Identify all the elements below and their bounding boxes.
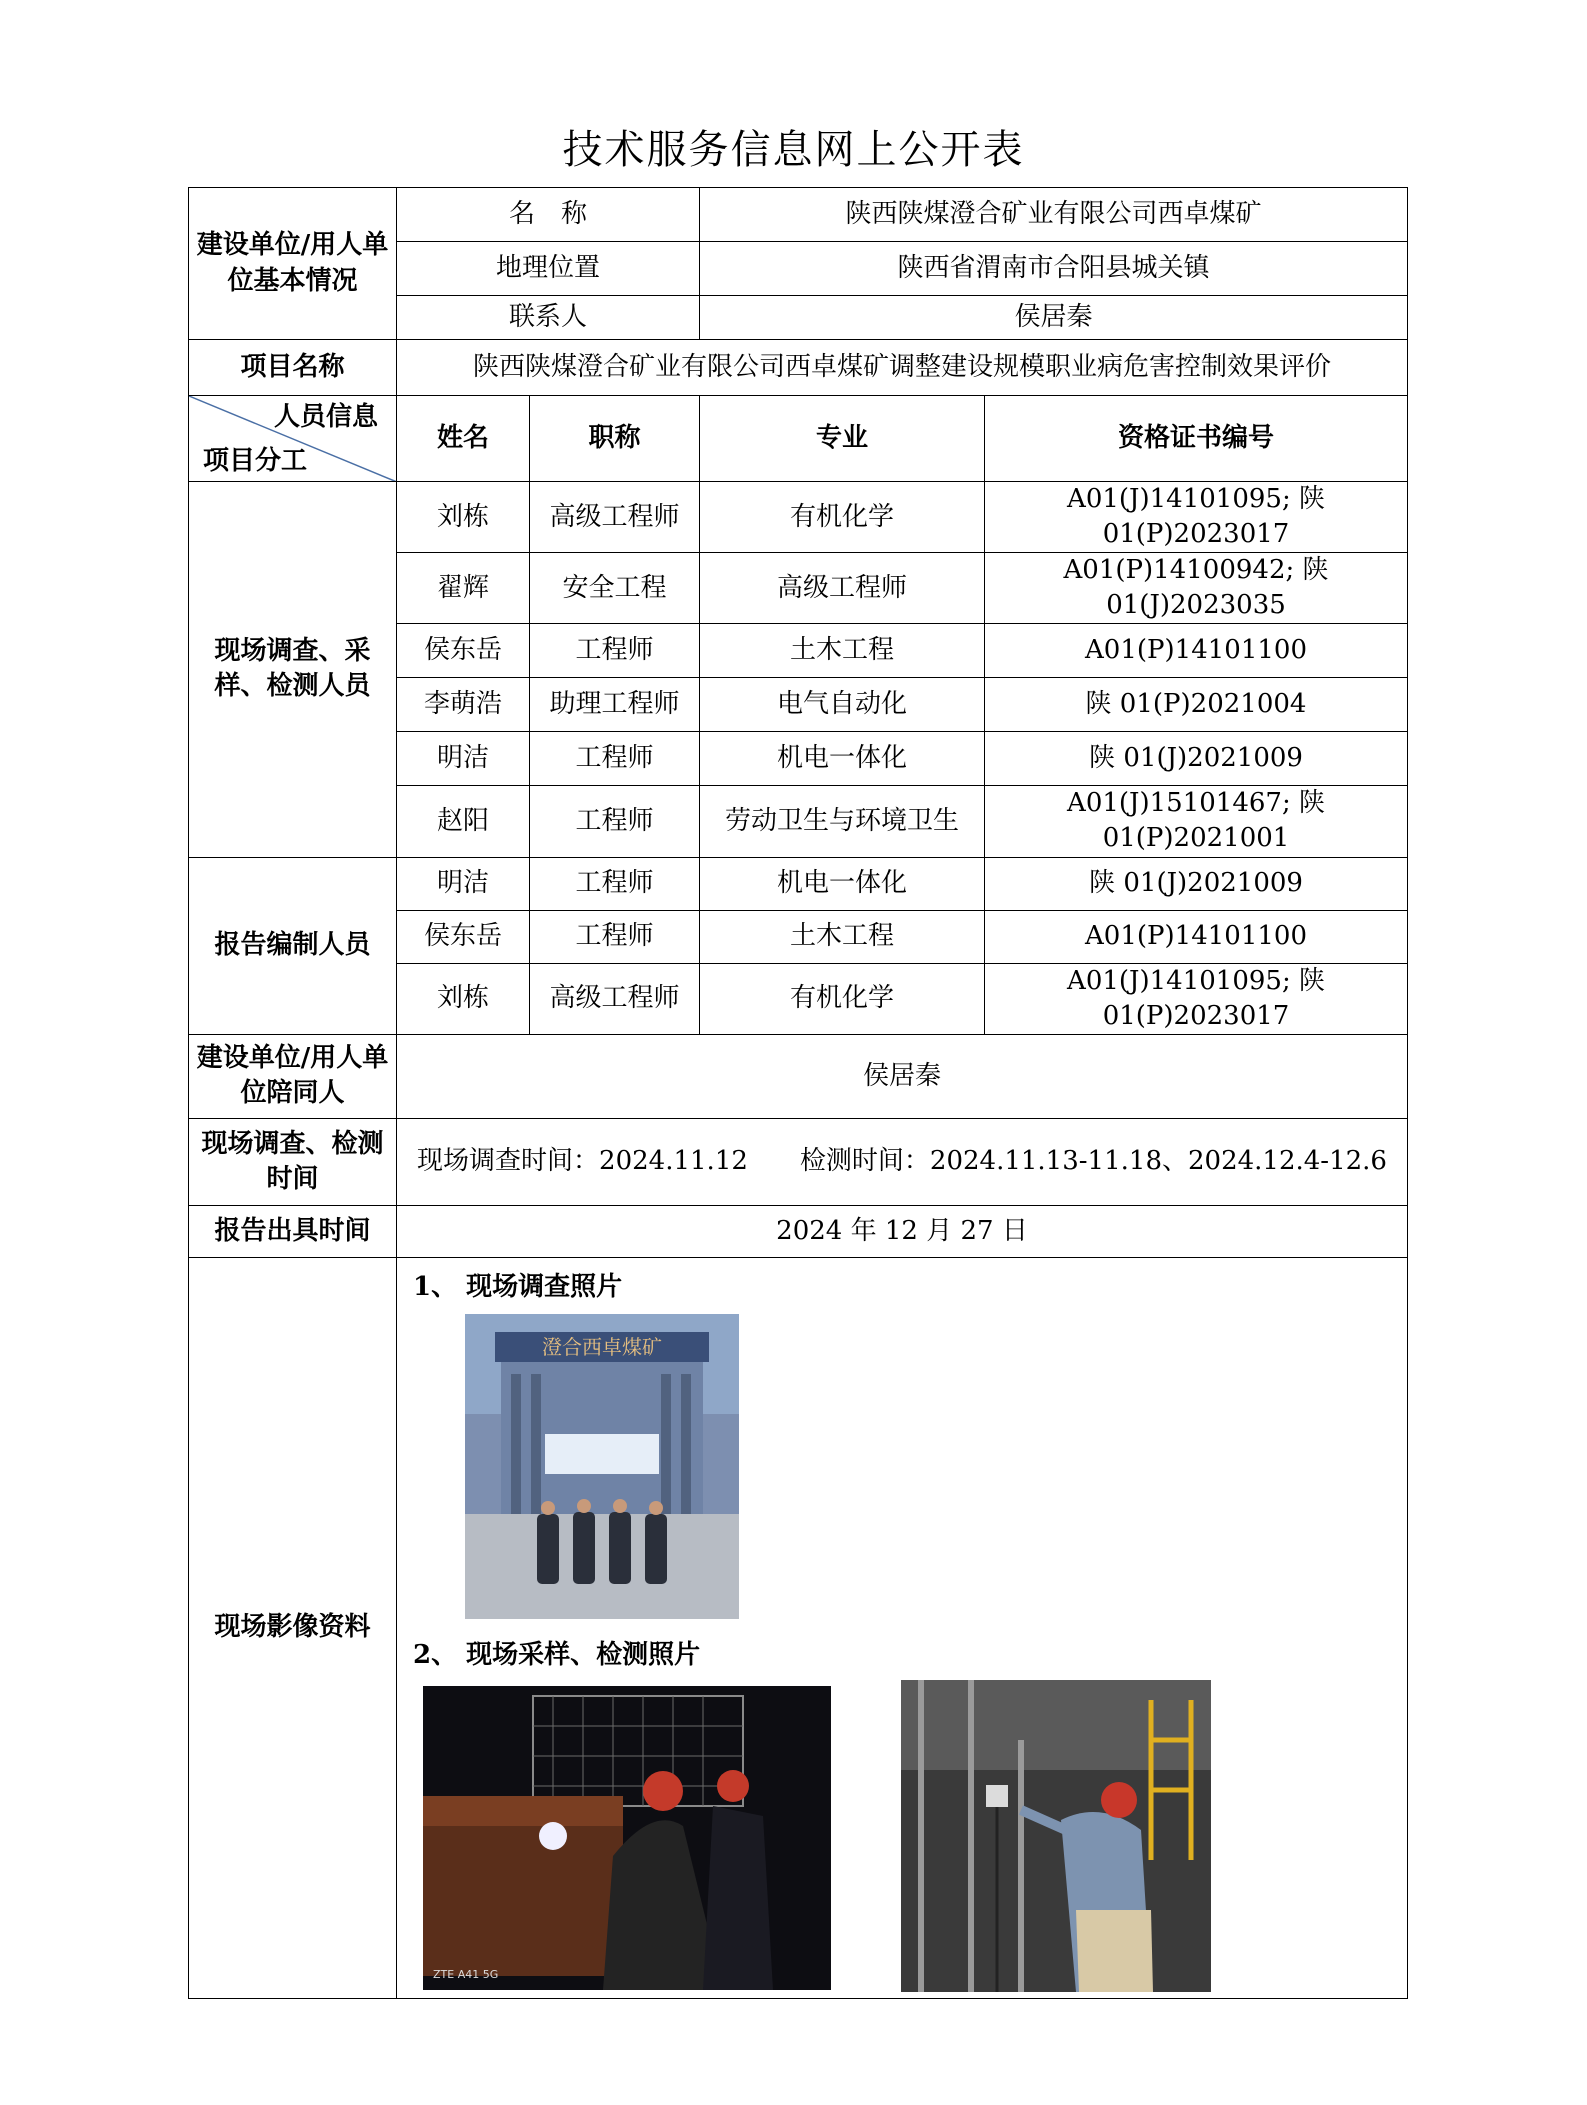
- person-cert: A01(P)14101100: [985, 910, 1408, 963]
- column-header-major: 专业: [700, 396, 985, 482]
- person-name: 翟辉: [397, 553, 530, 624]
- disclosure-table: [188, 187, 1408, 1999]
- basic-row-value: 陕西省渭南市合阳县城关镇: [700, 242, 1408, 296]
- person-major: 电气自动化: [700, 678, 985, 732]
- person-title: 安全工程: [530, 553, 700, 624]
- person-title: 高级工程师: [530, 963, 700, 1034]
- person-title: 工程师: [530, 624, 700, 678]
- person-cert: A01(J)14101095; 陕 01(P)2023017: [985, 963, 1408, 1034]
- person-major: 土木工程: [700, 910, 985, 963]
- survey-time-label: 现场调查、检测时间: [189, 1118, 397, 1205]
- person-cert: 陕 01(J)2021009: [985, 732, 1408, 786]
- person-cert: 陕 01(J)2021009: [985, 857, 1408, 910]
- person-title: 工程师: [530, 732, 700, 786]
- survey-group-photo: [465, 1314, 739, 1619]
- basic-row-label: 名 称: [397, 188, 700, 242]
- diag-top-label: 人员信息: [273, 402, 378, 432]
- person-title: 高级工程师: [530, 482, 700, 553]
- survey-time-value: 现场调查时间：2024.11.12 检测时间：2024.11.13-11.18、2024.12.4-12.6: [397, 1118, 1408, 1205]
- person-cert: A01(P)14101100: [985, 624, 1408, 678]
- person-major: 有机化学: [700, 482, 985, 553]
- survey-group-label: 现场调查、采样、检测人员: [189, 482, 397, 858]
- accompany-value: 侯居秦: [397, 1034, 1408, 1118]
- basic-info-label: 建设单位/用人单位基本情况: [189, 188, 397, 340]
- person-cert: A01(P)14100942; 陕 01(J)2023035: [985, 553, 1408, 624]
- person-major: 有机化学: [700, 963, 985, 1034]
- person-name: 明洁: [397, 732, 530, 786]
- media-label: 现场影像资料: [189, 1257, 397, 1998]
- person-cert: A01(J)14101095; 陕 01(P)2023017: [985, 482, 1408, 553]
- project-name-value: 陕西陕煤澄合矿业有限公司西卓煤矿调整建设规模职业病危害控制效果评价: [397, 340, 1408, 396]
- person-major: 土木工程: [700, 624, 985, 678]
- person-title: 助理工程师: [530, 678, 700, 732]
- diag-bottom-label: 项目分工: [203, 445, 308, 476]
- report-group-label: 报告编制人员: [189, 857, 397, 1034]
- column-header-name: 姓名: [397, 396, 530, 482]
- person-name: 赵阳: [397, 786, 530, 857]
- project-name-label: 项目名称: [189, 340, 397, 396]
- table-row: [189, 857, 1408, 910]
- issue-date-label: 报告出具时间: [189, 1205, 397, 1257]
- person-major: 高级工程师: [700, 553, 985, 624]
- plant-measurement-photo: [901, 1680, 1211, 1992]
- basic-row-label: 联系人: [397, 296, 700, 340]
- basic-row-label: 地理位置: [397, 242, 700, 296]
- building-sign: 澄合西卓煤矿: [542, 1334, 662, 1359]
- person-major: 机电一体化: [700, 732, 985, 786]
- person-major: 劳动卫生与环境卫生: [700, 786, 985, 857]
- person-name: 刘栋: [397, 482, 530, 553]
- column-header-title: 职称: [530, 396, 700, 482]
- person-cert: A01(J)15101467; 陕 01(P)2021001: [985, 786, 1408, 857]
- person-title: 工程师: [530, 786, 700, 857]
- section-heading-survey-photos: 1、 现场调查照片: [413, 1271, 623, 1302]
- column-header-cert: 资格证书编号: [985, 396, 1408, 482]
- underground-sampling-photo: [423, 1686, 831, 1990]
- section-heading-sampling-photos: 2、 现场采样、检测照片: [413, 1639, 701, 1670]
- basic-row-value: 陕西陕煤澄合矿业有限公司西卓煤矿: [700, 188, 1408, 242]
- media-cell: [397, 1257, 1408, 1998]
- person-major: 机电一体化: [700, 857, 985, 910]
- person-name: 李萌浩: [397, 678, 530, 732]
- person-name: 刘栋: [397, 963, 530, 1034]
- issue-date-value: 2024 年 12 月 27 日: [397, 1205, 1408, 1257]
- table-row: [189, 482, 1408, 553]
- person-name: 侯东岳: [397, 624, 530, 678]
- diagonal-header-cell: [189, 396, 397, 482]
- page-title: 技术服务信息网上公开表: [562, 127, 1025, 173]
- phone-watermark: ZTE A41 5G: [433, 1967, 499, 1981]
- basic-row-value: 侯居秦: [700, 296, 1408, 340]
- accompany-label: 建设单位/用人单位陪同人: [189, 1034, 397, 1118]
- person-name: 侯东岳: [397, 910, 530, 963]
- person-title: 工程师: [530, 910, 700, 963]
- person-cert: 陕 01(P)2021004: [985, 678, 1408, 732]
- person-name: 明洁: [397, 857, 530, 910]
- person-title: 工程师: [530, 857, 700, 910]
